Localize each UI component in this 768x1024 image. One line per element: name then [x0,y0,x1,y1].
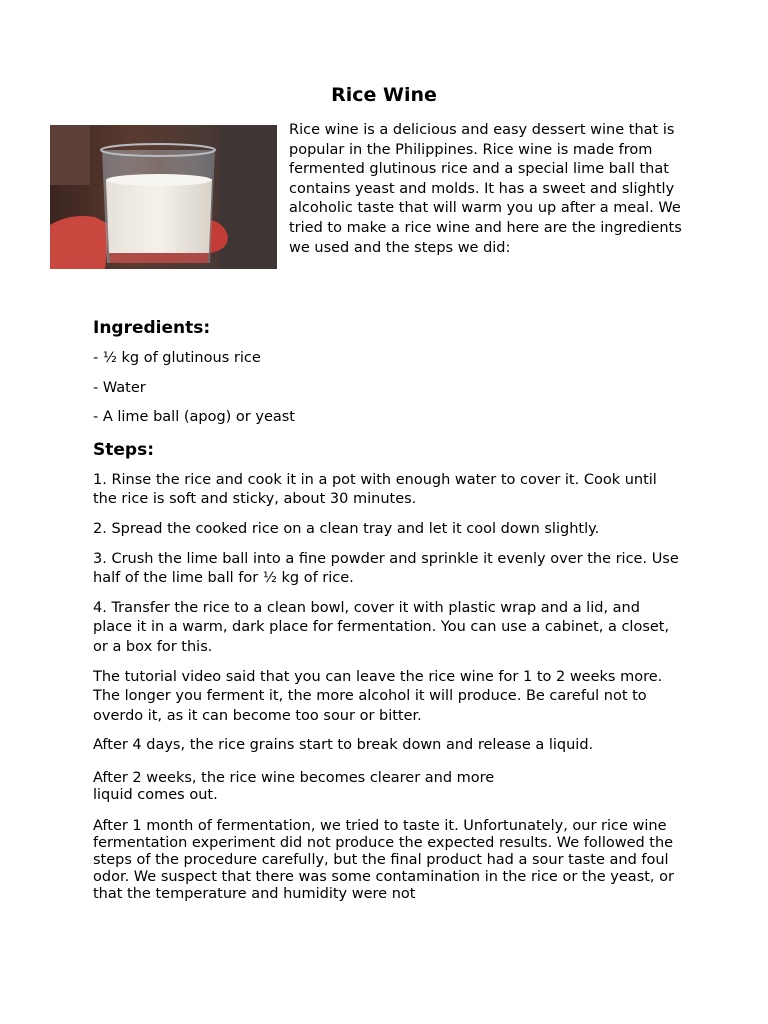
page-title: Rice Wine [331,84,437,106]
tutorial-note-paragraph: The tutorial video said that you can leave the rice wine for 1 to 2 weeks more. The longer you ferment it, the more alcohol it will produce. Be careful not to overdo it, as it can become too sour or bitter. [93,668,663,724]
ingredients-heading: Ingredients: [93,318,211,338]
step-item: 3. Crush the lime ball into a fine powder and sprinkle it evenly over the rice. Use half of the lime ball for ½ kg of rice. [93,550,679,587]
ingredient-item: - Water [93,379,146,396]
two-weeks-paragraph [93,770,683,804]
step-item: 1. Rinse the rice and cook it in a pot with enough water to cover it. Cook until the rice is soft and sticky, about 30 minutes. [93,471,657,508]
recipe-body [93,316,683,913]
two-weeks-line-1: After 2 weeks, the rice wine becomes clearer and more [93,769,495,786]
intro-paragraph: Rice wine is a delicious and easy dessert wine that is popular in the Philippines. Rice wine is made from fermented glutinous rice and a special lime ball that contains yeast and molds. It has a sweet and slightly alcoholic taste that will warm you up after a meal. We tried to make a rice wine and here are the ingredients we used and the steps we did: [289,122,682,256]
step-item: 4. Transfer the rice to a clean bowl, cover it with plastic wrap and a lid, and place it in a warm, dark place for fermentation. You can use a cabinet, a closet, or a box for this. [93,599,670,655]
rice-wine-photo [50,125,277,269]
four-days-paragraph: After 4 days, the rice grains start to break down and release a liquid. [93,737,594,754]
ingredient-item: - A lime ball (apog) or yeast [93,409,295,426]
steps-heading: Steps: [93,439,154,460]
step-item: 2. Spread the cooked rice on a clean tray and let it cool down slightly. [93,520,600,537]
ingredient-item: - ½ kg of glutinous rice [93,350,261,366]
two-weeks-line-2: liquid comes out. [93,786,218,803]
result-paragraph: After 1 month of fermentation, we tried to taste it. Unfortunately, our rice wine fermentation experiment did not produce the expected results. We followed the steps of the procedure carefully, but the final product had a sour taste and foul odor. We suspect that there was some contamination in the rice or the yeast, or that the temperature and humidity were not [93,817,674,902]
